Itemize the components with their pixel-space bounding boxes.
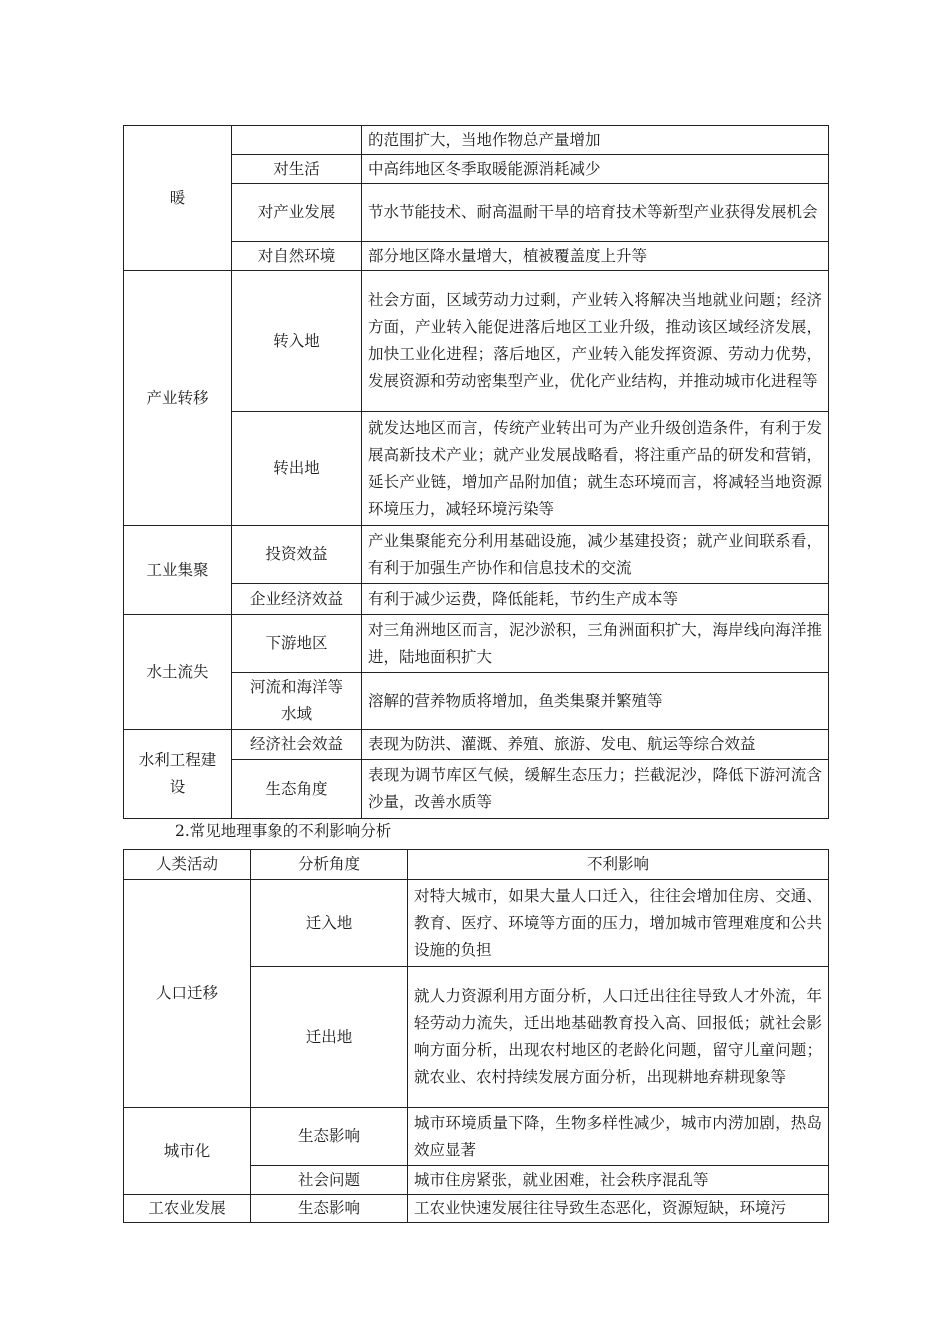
aspect-cell: 企业经济效益: [232, 584, 362, 615]
header-impact: 不利影响: [408, 850, 829, 880]
content-cell: 社会方面，区域劳动力过剩，产业转入将解决当地就业问题；经济方面，产业转入能促进落后地区工业升级，推动该区域经济发展，加快工业化进程；落后地区，产业转入能发挥资源、劳动力优势，发展资源和劳动密集型产业，优化产业结构，并推动城市化进程等: [362, 271, 829, 412]
content-cell: 城市环境质量下降，生物多样性减少，城市内涝加剧，热岛效应显著: [408, 1108, 829, 1166]
aspect-cell: 对产业发展: [232, 184, 362, 242]
aspect-cell: 生态影响: [251, 1108, 408, 1166]
aspect-cell: [232, 126, 362, 155]
content-cell: 表现为调节库区气候，缓解生态压力；拦截泥沙，降低下游河流含沙量，改善水质等: [362, 760, 829, 819]
aspect-cell: 生态角度: [232, 760, 362, 819]
content-cell: 的范围扩大，当地作物总产量增加: [362, 126, 829, 155]
category-cell-industrial-agglomeration: 工业集聚: [124, 526, 232, 615]
section-caption: 2.常见地理事象的不利影响分析: [175, 822, 392, 840]
category-cell-warm: 暖: [124, 126, 232, 271]
content-cell: 工农业快速发展往往导致生态恶化，资源短缺，环境污: [408, 1195, 829, 1223]
category-cell-urbanization: 城市化: [124, 1108, 251, 1195]
header-row: [124, 850, 829, 880]
content-cell: 就发达地区而言，传统产业转出可为产业升级创造条件，有利于发展高新技术产业；就产业发展战略看，将注重产品的研发和营销，延长产业链，增加产品附加值；就生态环境而言，将减轻当地资源环境压力，减轻环境污染等: [362, 412, 829, 526]
content-cell: 对三角洲地区而言，泥沙淤积，三角洲面积扩大，海岸线向海洋推进，陆地面积扩大: [362, 615, 829, 673]
content-cell: 对特大城市，如果大量人口迁入，往往会增加住房、交通、教育、医疗、环境等方面的压力，增加城市管理难度和公共设施的负担: [408, 880, 829, 967]
aspect-cell: 下游地区: [232, 615, 362, 673]
content-cell: 就人力资源利用方面分析，人口迁出往往导致人才外流，年轻劳动力流失，迁出地基础教育投入高、回报低；就社会影响方面分析，出现农村地区的老龄化问题，留守儿童问题；就农业、农村持续发展方面分析，出现耕地弃耕现象等: [408, 967, 829, 1108]
content-cell: 溶解的营养物质将增加，鱼类集聚并繁殖等: [362, 673, 829, 730]
aspect-cell: 生态影响: [251, 1195, 408, 1223]
table-row: [124, 615, 829, 673]
header-angle: 分析角度: [251, 850, 408, 880]
aspect-cell: 对自然环境: [232, 242, 362, 271]
category-cell-agri-industry: 工农业发展: [124, 1195, 251, 1223]
table-row: [124, 1195, 829, 1223]
table-row: [124, 730, 829, 760]
adverse-impact-table: [123, 849, 829, 1223]
aspect-cell: 转出地: [232, 412, 362, 526]
category-cell-water-projects: 水利工程建设: [124, 730, 232, 819]
aspect-cell: 迁出地: [251, 967, 408, 1108]
impact-table-continued: [123, 125, 829, 819]
category-cell-industry-transfer: 产业转移: [124, 271, 232, 526]
aspect-cell: 河流和海洋等水域: [232, 673, 362, 730]
aspect-cell: 迁入地: [251, 880, 408, 967]
content-cell: 中高纬地区冬季取暖能源消耗减少: [362, 155, 829, 184]
aspect-cell: 社会问题: [251, 1166, 408, 1195]
category-cell-migration: 人口迁移: [124, 880, 251, 1108]
content-cell: 表现为防洪、灌溉、养殖、旅游、发电、航运等综合效益: [362, 730, 829, 760]
aspect-cell: 转入地: [232, 271, 362, 412]
content-cell: 产业集聚能充分利用基础设施，减少基建投资；就产业间联系看，有利于加强生产协作和信息技术的交流: [362, 526, 829, 584]
table-row: [124, 271, 829, 412]
table-row: [124, 1108, 829, 1166]
category-cell-soil-erosion: 水土流失: [124, 615, 232, 730]
content-cell: 部分地区降水量增大，植被覆盖度上升等: [362, 242, 829, 271]
aspect-cell: 投资效益: [232, 526, 362, 584]
table-row: [124, 880, 829, 967]
table-row: [124, 526, 829, 584]
content-cell: 城市住房紧张，就业困难，社会秩序混乱等: [408, 1166, 829, 1195]
content-cell: 节水节能技术、耐高温耐干旱的培育技术等新型产业获得发展机会: [362, 184, 829, 242]
table-row: [124, 126, 829, 155]
aspect-cell: 对生活: [232, 155, 362, 184]
header-activity: 人类活动: [124, 850, 251, 880]
content-cell: 有利于减少运费，降低能耗，节约生产成本等: [362, 584, 829, 615]
aspect-cell: 经济社会效益: [232, 730, 362, 760]
